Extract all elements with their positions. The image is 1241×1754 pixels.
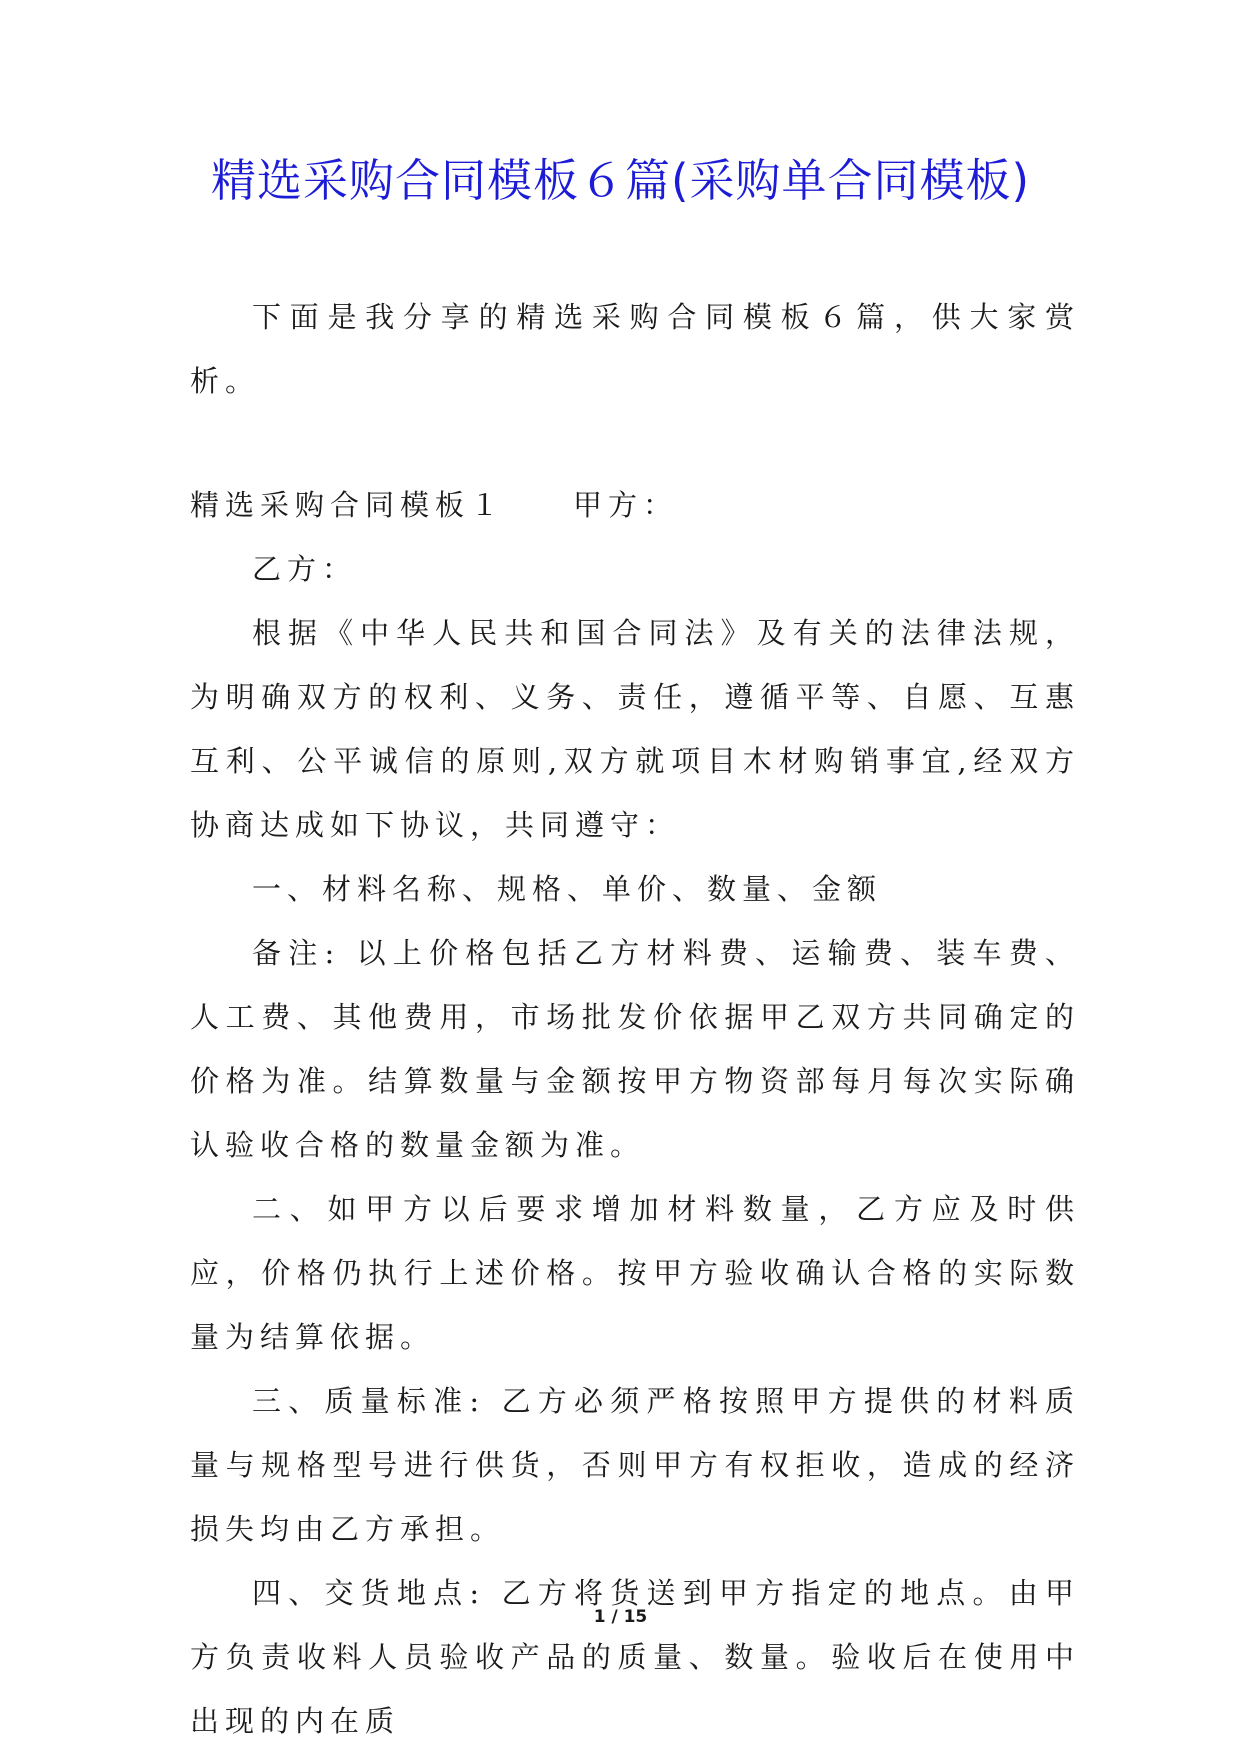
paragraph-clause-4: 四、交货地点: 乙方将货送到甲方指定的地点。由甲方负责收料人员验收产品的质量、数量。验收后在使用中出现的内在质 (190, 1576, 1080, 1738)
paragraph-clause-2: 二、如甲方以后要求增加材料数量，乙方应及时供应，价格仍执行上述价格。按甲方验收确认合格的实际数量为结算依据。 (190, 1192, 1080, 1354)
page-number: 1 / 15 (593, 1607, 648, 1627)
spacer (190, 413, 1080, 473)
party-a-label: 甲方： (573, 488, 679, 522)
paragraph-clause-1: 一、材料名称、规格、单价、数量、金额 (252, 872, 883, 906)
paragraph-remark: 备注: 以上价格包括乙方材料费、运输费、装车费、人工费、其他费用，市场批发价依据甲乙双方共同确定的价格为准。结算数量与金额按甲方物资部每月每次实际确认验收合格的数量金额为准。 (190, 936, 1080, 1162)
paragraph-party-b: 乙方： (252, 552, 358, 586)
intro-paragraph: 下面是我分享的精选采购合同模板６篇，供大家赏析。 (190, 300, 1080, 398)
section-heading-line (190, 473, 1080, 537)
document-title: 精选采购合同模板６篇(采购单合同模板) (210, 154, 1031, 207)
section-heading: 精选采购合同模板１ (190, 488, 506, 522)
document-body (190, 285, 1080, 1753)
paragraph-clause-3: 三、质量标准: 乙方必须严格按照甲方提供的材料质量与规格型号进行供货，否则甲方有权拒收，造成的经济损失均由乙方承担。 (190, 1384, 1080, 1546)
paragraph-preamble: 根据《中华人民共和国合同法》及有关的法律法规，为明确双方的权利、义务、责任，遵循平等、自愿、互惠互利、公平诚信的原则,双方就项目木材购销事宜,经双方协商达成如下协议，共同遵守： (190, 616, 1080, 842)
